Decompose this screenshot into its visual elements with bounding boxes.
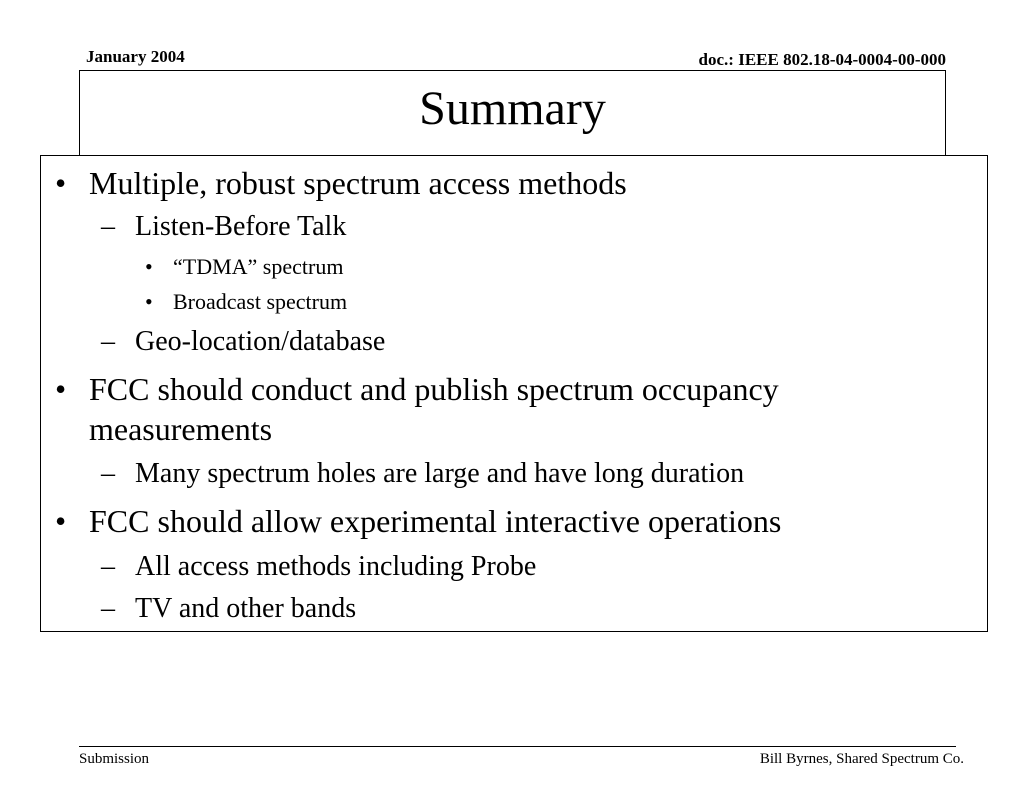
bullet-marker: • bbox=[55, 165, 67, 201]
sub-bullet-tv-bands: TV and other bands bbox=[135, 593, 357, 624]
bullet-marker: • bbox=[55, 371, 67, 407]
dash-marker: – bbox=[101, 211, 115, 242]
sub-sub-bullet-broadcast-spectrum: Broadcast spectrum bbox=[173, 289, 348, 314]
slide-title: Summary bbox=[419, 82, 606, 135]
dash-marker: – bbox=[101, 326, 115, 357]
footer-divider bbox=[79, 746, 956, 747]
bullet-marker: • bbox=[55, 503, 67, 539]
bullet-fcc-experimental: FCC should allow experimental interactive operations bbox=[89, 503, 782, 539]
content-box bbox=[40, 155, 988, 632]
bullet-marker: • bbox=[145, 289, 153, 314]
footer-author: Bill Byrnes, Shared Spectrum Co. bbox=[759, 751, 964, 767]
bullet-fcc-occupancy-line2: measurements bbox=[89, 411, 273, 447]
bullet-multiple-access-methods: Multiple, robust spectrum access methods bbox=[89, 165, 627, 201]
header-date: January 2004 bbox=[86, 47, 185, 66]
bullet-marker: • bbox=[145, 254, 153, 279]
sub-bullet-listen-before-talk: Listen-Before Talk bbox=[135, 211, 347, 242]
sub-sub-bullet-tdma-spectrum: “TDMA” spectrum bbox=[173, 254, 344, 279]
footer-submission: Submission bbox=[79, 751, 150, 767]
sub-bullet-spectrum-holes: Many spectrum holes are large and have long duration bbox=[135, 458, 745, 489]
dash-marker: – bbox=[101, 593, 115, 624]
bullet-fcc-occupancy-line1: FCC should conduct and publish spectrum occupancy bbox=[89, 371, 779, 407]
dash-marker: – bbox=[101, 458, 115, 489]
sub-bullet-geo-location: Geo-location/database bbox=[135, 326, 386, 357]
sub-bullet-all-access-methods: All access methods including Probe bbox=[135, 551, 537, 582]
dash-marker: – bbox=[101, 551, 115, 582]
header-doc-id: doc.: IEEE 802.18-04-0004-00-000 bbox=[698, 50, 946, 69]
